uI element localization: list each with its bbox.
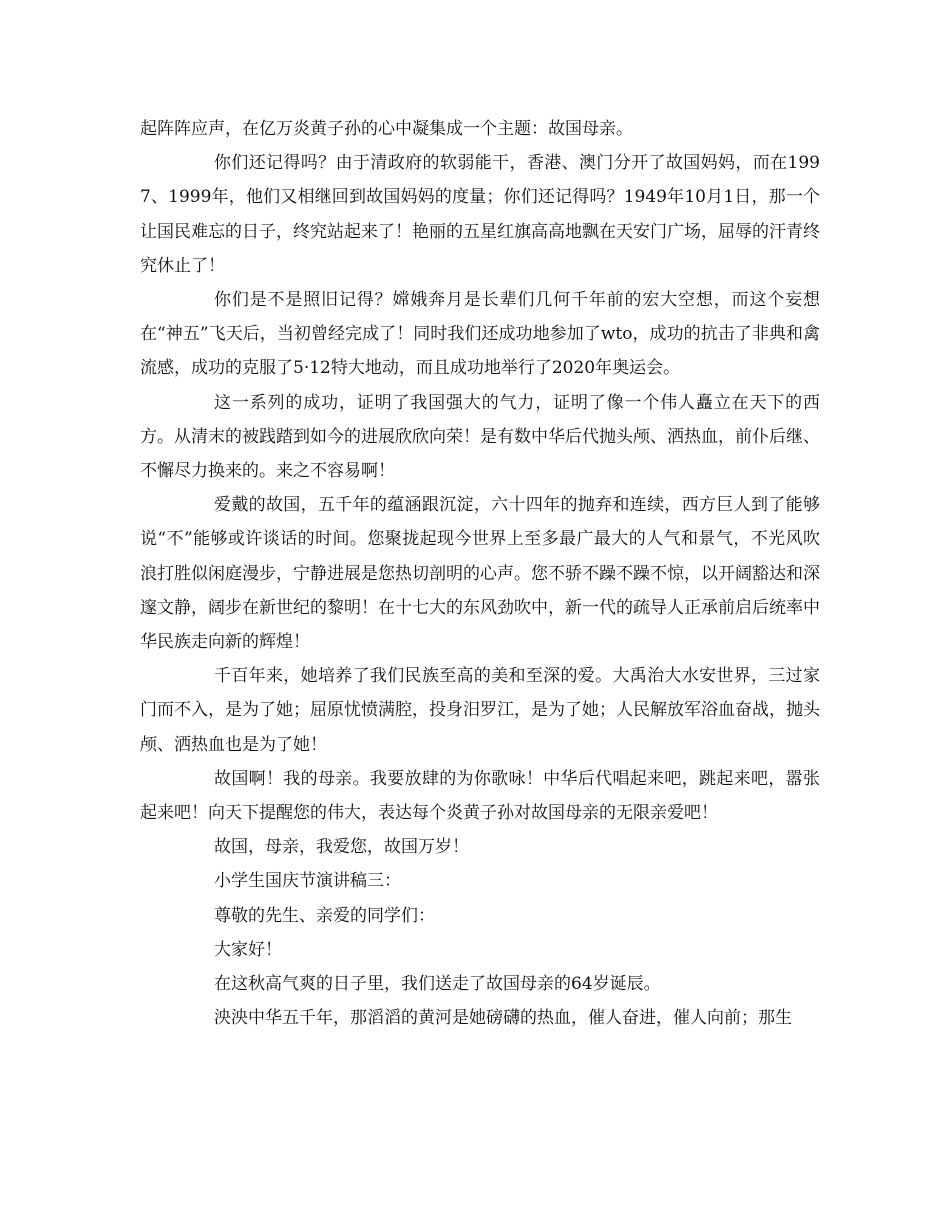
paragraph: 故国啊！我的母亲。我要放肆的为你歌咏！中华后代唱起来吧，跳起来吧，嚣张起来吧！向天下提醒您的伟大，表达每个炎黄子孙对故国母亲的无限亲爱吧！ [140,768,820,824]
paragraph-continuation: 起阵阵应声，在亿万炎黄子孙的心中凝集成一个主题：故国母亲。 [140,119,633,139]
paragraph: 你们是不是照旧记得？嫦娥奔月是长辈们几何千年前的宏大空想，而这个妄想在“神五”飞天后，当初曾经完成了！同时我们还成功地参加了wto，成功的抗击了非典和禽流感，成功的克服了5·12特大地动，而且成功地举行了2020年奥运会。 [140,290,820,379]
document-body [140,112,820,1035]
paragraph: 泱泱中华五千年，那滔滔的黄河是她磅礴的热血，催人奋进，催人向前；那生 [214,1008,792,1029]
salutation: 尊敬的先生、亲爱的同学们： [214,905,435,926]
paragraph: 你们还记得吗？由于清政府的软弱能干，香港、澳门分开了故国妈妈，而在1997、1999年，他们又相继回到故国妈妈的度量；你们还记得吗？1949年10月1日，那一个让国民难忘的日子，终究站起来了！艳丽的五星红旗高高地飘在天安门广场，屈辱的汗青终究休止了！ [140,153,820,276]
paragraph: 这一系列的成功，证明了我国强大的气力，证明了像一个伟人矗立在天下的西方。从清末的被践踏到如今的进展欣欣向荣！是有数中华后代抛头颅、洒热血，前仆后继、不懈尽力换来的。来之不容易啊！ [140,392,820,482]
greeting: 大家好！ [214,939,282,960]
paragraph: 故国，母亲，我爱您，故国万岁！ [214,837,469,858]
paragraph: 爱戴的故国，五千年的蕴涵跟沉淀，六十四年的抛弃和连续，西方巨人到了能够说“不”能够或许谈话的时间。您聚拢起现今世界上至多最广最大的人气和景气，不光风吹浪打胜似闲庭漫步，宁静进展是您热切剖明的心声。您不骄不躁不躁不惊，以开阔豁达和深邃文静，阔步在新世纪的黎明！在十七大的东风劲吹中，新一代的疏导人正承前启后统率中华民族走向新的辉煌！ [140,495,820,653]
paragraph: 在这秋高气爽的日子里，我们送走了故国母亲的64岁诞辰。 [214,974,661,995]
paragraph: 千百年来，她培养了我们民族至高的美和至深的爱。大禹治大水安世界，三过家门而不入，是为了她；屈原忧愤满腔，投身汨罗江，是为了她；人民解放军浴血奋战，抛头颅、洒热血也是为了她！ [140,666,820,755]
section-heading: 小学生国庆节演讲稿三： [214,871,401,892]
